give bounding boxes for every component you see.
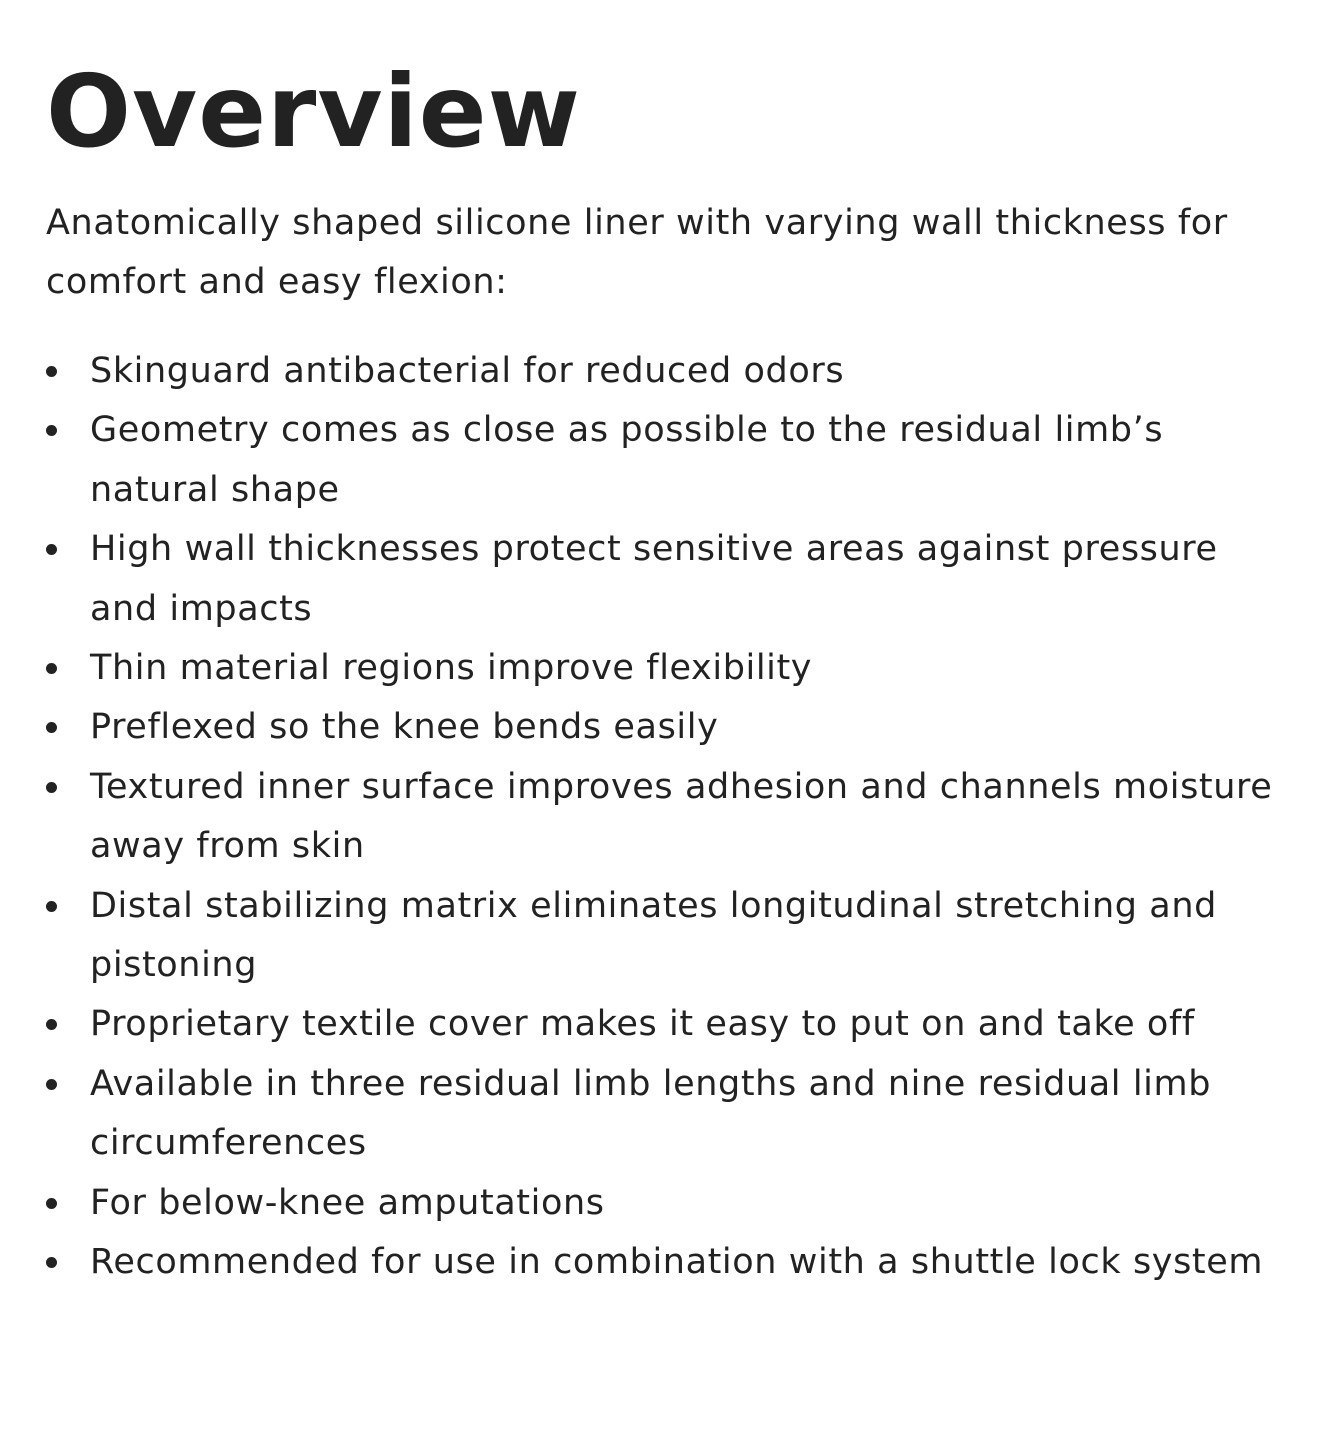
bullet-icon <box>46 544 57 555</box>
feature-text: Recommended for use in combination with a shuttle lock system <box>90 1242 1264 1283</box>
bullet-icon <box>46 1019 57 1030</box>
feature-text: Geometry comes as close as possible to the residual limb’s natural shape <box>90 410 1164 510</box>
bullet-icon <box>46 1079 57 1090</box>
list-item <box>46 1055 1286 1174</box>
list-item <box>46 698 1286 757</box>
page-title: Overview <box>46 53 582 170</box>
bullet-icon <box>46 366 57 377</box>
bullet-icon <box>46 782 57 793</box>
feature-text: Preflexed so the knee bends easily <box>90 707 719 748</box>
bullet-icon <box>46 425 57 436</box>
feature-text: For below-knee amputations <box>90 1182 605 1223</box>
feature-list <box>46 342 1286 1293</box>
bullet-icon <box>46 663 57 674</box>
list-item <box>46 758 1286 877</box>
list-item <box>46 1174 1286 1233</box>
feature-text: High wall thicknesses protect sensitive areas against pressure and impacts <box>90 529 1218 629</box>
feature-text: Skinguard antibacterial for reduced odors <box>90 351 845 391</box>
intro-paragraph: Anatomically shaped silicone liner with varying wall thickness for comfort and easy flexion: <box>46 203 1228 302</box>
list-item <box>46 520 1286 639</box>
list-item <box>46 401 1286 520</box>
list-item <box>46 1233 1286 1292</box>
list-item <box>46 342 1286 401</box>
feature-text: Available in three residual limb lengths and nine residual limb circumferences <box>90 1063 1212 1164</box>
list-item <box>46 877 1286 996</box>
list-item <box>46 639 1286 698</box>
feature-text: Distal stabilizing matrix eliminates longitudinal stretching and pistoning <box>90 885 1217 986</box>
feature-text: Thin material regions improve flexibility <box>90 648 813 689</box>
feature-text: Textured inner surface improves adhesion and channels moisture away from skin <box>90 766 1273 867</box>
feature-text: Proprietary textile cover makes it easy to put on and take off <box>90 1004 1195 1045</box>
overview-section <box>46 52 1286 1293</box>
bullet-icon <box>46 1198 57 1209</box>
list-item <box>46 995 1286 1054</box>
bullet-icon <box>46 901 57 912</box>
bullet-icon <box>46 722 57 733</box>
bullet-icon <box>46 1257 57 1268</box>
